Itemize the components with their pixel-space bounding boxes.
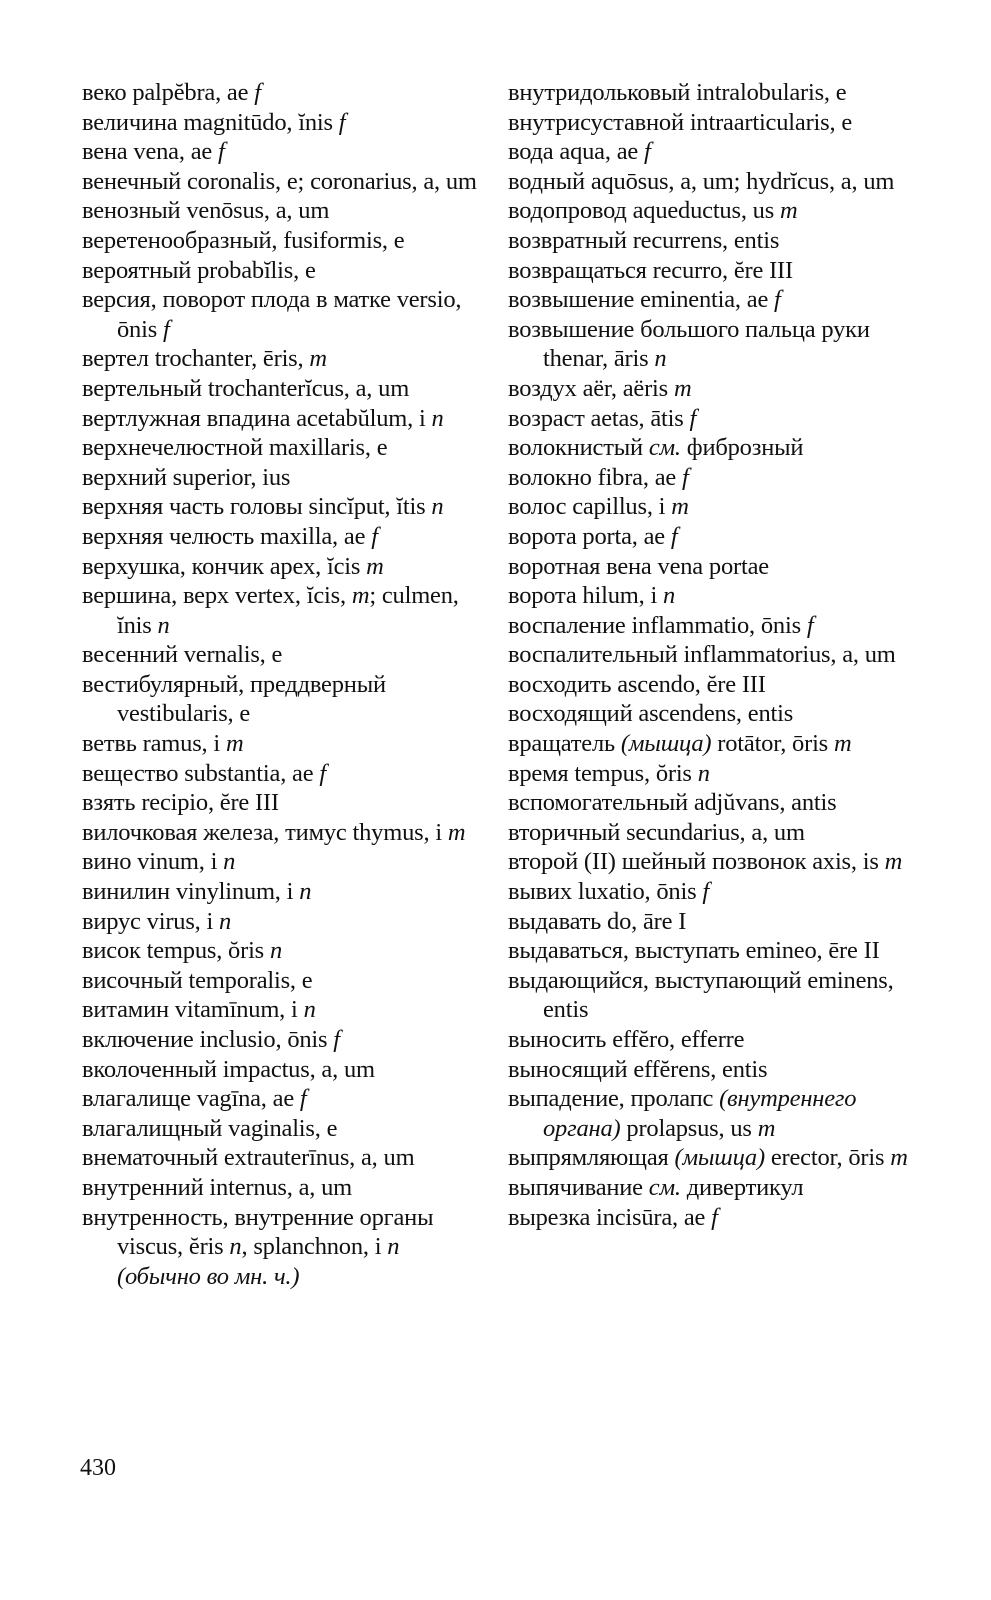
entry-text-segment: взять recipio, ĕre III [82,789,279,817]
entry-italic-segment: (мышца) [620,730,712,758]
entry-text-segment: вколоченный impactus, a, um [82,1055,375,1083]
entry-text-segment: влагалище vagīna, ae [82,1085,300,1113]
dictionary-entry [508,936,908,966]
dictionary-entry [82,374,480,404]
entry-italic-segment: m [225,730,244,758]
dictionary-entry [508,699,908,729]
dictionary-entry [82,1114,480,1144]
entry-text-segment: ветвь ramus, i [82,730,226,758]
entry-text-segment: величина magnitūdo, ĭnis [82,108,339,136]
entry-text-segment: вершина, верх vertex, ĭcis, [82,582,352,610]
dictionary-entry [82,1084,480,1114]
dictionary-entry [508,1025,908,1055]
dictionary-entry [82,995,480,1025]
entry-italic-segment: n [299,878,312,906]
dictionary-entry [508,1173,908,1203]
dictionary-entry [82,344,480,374]
entry-italic-segment: f [774,286,781,314]
dictionary-entry [82,167,480,197]
dictionary-entry [508,256,908,286]
dictionary-entry [82,196,480,226]
dictionary-entry [508,137,908,167]
entry-text-segment: ворота hilum, i [508,582,663,610]
entry-italic-segment: f [319,759,326,787]
entry-text-segment: вилочковая железа, тимус thymus, i [82,818,448,846]
dictionary-entry [82,1143,480,1173]
dictionary-entry [508,818,908,848]
entry-text-segment: верхний superior, ius [82,463,291,491]
dictionary-entry [82,1055,480,1085]
dictionary-entry [82,492,480,522]
entry-text-segment: восходить ascendo, ĕre III [508,670,766,698]
dictionary-entry [508,759,908,789]
entry-text-segment: верхнечелюстной maxillaris, e [82,434,388,462]
entry-italic-segment: см. [648,434,681,462]
entry-text-segment: вращатель [508,730,621,758]
entry-text-segment: внутренность, внутренние органы viscus, ĕris [82,1203,434,1261]
dictionary-entry [82,966,480,996]
dictionary-entry [508,433,908,463]
dictionary-entry [508,196,908,226]
dictionary-entry [508,907,908,937]
entry-text-segment: венозный venōsus, a, um [82,197,330,225]
dictionary-entry [82,108,480,138]
entry-text-segment: вино vinum, i [82,848,224,876]
entry-text-segment: витамин vitamīnum, i [82,996,304,1024]
entry-italic-segment: (внутреннего органа) [543,1085,857,1142]
entry-text-segment: вещество substantia, ae [82,759,320,787]
dictionary-entry [508,78,908,108]
entry-italic-segment: f [702,878,709,906]
entry-text-segment: вода aqua, ae [508,138,644,166]
entry-text-segment: вероятный probabĭlis, e [82,256,316,284]
entry-text-segment: выносящий effĕrens, entis [508,1055,768,1083]
entry-text-segment: выпрямляющая [508,1144,675,1172]
dictionary-entry [82,877,480,907]
dictionary-entry [82,581,480,640]
entry-italic-segment: n [431,404,444,432]
entry-italic-segment: n [431,493,444,521]
entry-italic-segment: m [366,552,384,580]
entry-text-segment: веретенообразный, fusiformis, e [82,226,405,254]
dictionary-entry [508,1203,908,1233]
entry-text-segment: ворота porta, ae [508,522,671,550]
dictionary-entry [508,640,908,670]
entry-text-segment: вырезка incisūra, ae [508,1203,712,1231]
dictionary-entry [82,285,480,344]
entry-italic-segment: (обычно во мн. ч.) [117,1262,300,1290]
entry-text-segment: водопровод aqueductus, us [508,197,780,225]
dictionary-entry [82,936,480,966]
dictionary-entry [508,285,908,315]
entry-text-segment: возвращаться recurro, ĕre III [508,256,793,284]
dictionary-entry [508,966,908,1025]
entry-text-segment: внутридольковый intralobularis, e [508,79,847,106]
dictionary-entry [508,463,908,493]
dictionary-entry [82,256,480,286]
entry-italic-segment: n [663,582,676,610]
entry-text-segment: воротная вена vena portae [508,552,769,580]
dictionary-entry [82,818,480,848]
entry-text-segment: вестибулярный, преддверный vestibularis, e [82,670,386,728]
dictionary-entry [82,522,480,552]
entry-italic-segment: m [757,1114,776,1142]
entry-italic-segment: n [219,907,232,935]
entry-text-segment: выдающийся, выступающий eminens, entis [508,966,894,1024]
entry-text-segment: возраст aetas, ātis [508,404,690,432]
entry-italic-segment: f [643,138,651,166]
entry-text-segment: волокно fibra, ae [508,463,682,491]
entry-italic-segment: m [447,818,466,846]
entry-text-segment: воспаление inflammatio, ōnis [508,611,807,639]
dictionary-entry [82,1173,480,1203]
entry-italic-segment: f [689,404,697,432]
dictionary-entry [508,729,908,759]
dictionary-entry [82,226,480,256]
entry-italic-segment: f [338,108,346,136]
entry-italic-segment: (мышца) [674,1144,765,1172]
entry-italic-segment: n [223,848,236,876]
dictionary-entry [82,729,480,759]
entry-text-segment: возвышение большого пальца руки thenar, āris [508,315,870,373]
dictionary-entry [82,907,480,937]
entry-italic-segment: f [670,522,678,550]
entry-italic-segment: n [157,611,170,639]
dictionary-entry [508,1084,908,1143]
entry-text-segment: вывих luxatio, ōnis [508,878,703,906]
dictionary-entry [508,522,908,552]
entry-italic-segment: см. [648,1173,681,1201]
entry-text-segment: вертельный trochanterĭcus, a, um [82,374,410,402]
entry-text-segment: вертлужная впадина acetabŭlum, i [82,404,432,432]
dictionary-entry [82,847,480,877]
dictionary-entry [82,78,480,108]
entry-text-segment: водный aquōsus, a, um; hydrĭcus, a, um [508,167,895,195]
entry-italic-segment: m [673,374,692,402]
dictionary-entry [508,877,908,907]
entry-text-segment: выдаваться, выступать emineo, ēre II [508,937,880,965]
entry-text-segment: винилин vinylinum, i [82,878,300,906]
right-column [508,78,908,1232]
entry-text-segment: , splanchnon, i [241,1233,388,1261]
dictionary-entry [82,463,480,493]
dictionary-entry [82,552,480,582]
dictionary-entry [508,670,908,700]
entry-text-segment: выпадение, пролапс [508,1085,720,1113]
entry-text-segment: выносить effĕro, efferre [508,1026,745,1053]
entry-text-segment: выдавать do, āre I [508,907,687,935]
entry-text-segment: висок tempus, ŏris [82,937,270,965]
dictionary-entry [508,226,908,256]
entry-text-segment: вена vena, ae [82,138,218,166]
entry-text-segment: включение inclusio, ōnis [82,1026,334,1053]
entry-text-segment: выпячивание [508,1173,649,1201]
dictionary-entry [82,670,480,729]
entry-text-segment: prolapsus, us [620,1114,758,1142]
entry-italic-segment: f [162,315,170,343]
entry-text-segment: верхняя челюсть maxilla, ae [82,522,372,550]
entry-text-segment: внематочный extrauterīnus, a, um [82,1144,415,1172]
dictionary-entry [508,404,908,434]
entry-italic-segment: m [351,582,370,610]
entry-text-segment: erector, ōris [764,1144,891,1172]
entry-text-segment: влагалищный vaginalis, e [82,1114,338,1142]
entry-text-segment: воспалительный inflammatorius, a, um [508,641,896,669]
entry-italic-segment: f [711,1203,718,1231]
entry-text-segment: восходящий ascendens, entis [508,700,794,728]
dictionary-entry [508,167,908,197]
entry-text-segment: второй (II) шейный позвонок axis, is [508,848,885,876]
entry-italic-segment: m [309,345,327,373]
entry-text-segment: вертел trochanter, ēris, [82,345,310,373]
entry-text-segment: возвратный recurrens, entis [508,226,780,254]
entry-italic-segment: f [333,1026,340,1053]
entry-text-segment: вторичный secundarius, a, um [508,818,805,846]
dictionary-entry [508,315,908,374]
entry-italic-segment: f [254,79,261,106]
dictionary-entry [508,1143,908,1173]
dictionary-entry [508,108,908,138]
entry-text-segment: внутрисуставной intraarticularis, e [508,108,852,136]
entry-text-segment: весенний vernalis, e [82,641,283,669]
entry-italic-segment: m [884,848,903,876]
entry-italic-segment: f [371,522,378,550]
dictionary-entry [508,552,908,582]
left-column [82,78,480,1291]
dictionary-entry [508,611,908,641]
dictionary-entry [508,788,908,818]
entry-text-segment: веко palpĕbra, ae [82,79,255,106]
entry-text-segment: ; culmen, ĭnis [117,582,459,639]
dictionary-entry [82,404,480,434]
entry-italic-segment: n [229,1233,242,1261]
entry-italic-segment: n [269,937,282,965]
entry-italic-segment: m [671,493,689,521]
entry-italic-segment: n [654,345,667,373]
entry-italic-segment: f [681,463,689,491]
entry-text-segment: фиброзный [680,434,804,462]
dictionary-entry [82,640,480,670]
entry-text-segment: волос capillus, i [508,493,672,521]
entry-text-segment: воздух aër, aëris [508,374,674,402]
entry-text-segment: rotātor, ōris [711,730,834,758]
entry-text-segment: возвышение eminentia, ae [508,286,775,314]
dictionary-entry [508,1055,908,1085]
entry-italic-segment: n [697,759,710,787]
entry-italic-segment: m [890,1144,908,1172]
entry-text-segment: верхушка, кончик apex, ĭcis [82,552,367,580]
entry-italic-segment: m [779,197,798,225]
entry-italic-segment: f [299,1085,307,1113]
dictionary-entry [508,374,908,404]
entry-text-segment: внутренний internus, a, um [82,1173,353,1201]
entry-text-segment: верхняя часть головы sincĭput, ĭtis [82,493,432,521]
entry-text-segment: версия, поворот плода в матке versio, ōnis [82,286,462,343]
dictionary-entry [508,847,908,877]
dictionary-entry [82,433,480,463]
entry-italic-segment: n [387,1233,400,1261]
dictionary-entry [82,137,480,167]
entry-text-segment: венечный coronalis, e; coronarius, a, um [82,167,477,195]
dictionary-entry [82,759,480,789]
dictionary-entry [508,492,908,522]
dictionary-entry [82,1025,480,1055]
entry-text-segment: время tempus, ŏris [508,759,698,787]
entry-text-segment: волокнистый [508,434,649,462]
entry-italic-segment: m [833,730,852,758]
entry-italic-segment: f [806,611,814,639]
page-number: 430 [80,1455,116,1481]
entry-text-segment: дивертикул [680,1173,804,1201]
dictionary-entry [82,1203,480,1292]
dictionary-entry [508,581,908,611]
entry-italic-segment: f [217,138,225,166]
dictionary-entry [82,788,480,818]
entry-italic-segment: n [303,996,316,1024]
entry-text-segment: вирус virus, i [82,907,220,935]
entry-text-segment: вспомогательный adjŭvans, antis [508,789,837,817]
entry-text-segment: височный temporalis, e [82,966,313,994]
